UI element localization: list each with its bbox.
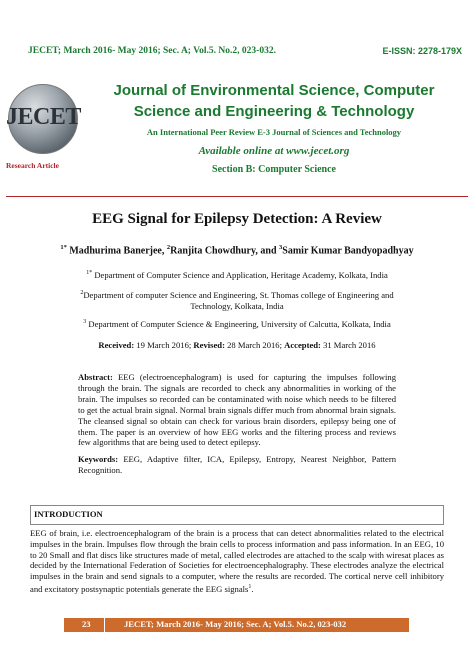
footer-bar: [64, 618, 409, 632]
affiliation-1: [60, 268, 414, 281]
affiliation-3: [60, 317, 414, 330]
author-list: [20, 244, 454, 256]
revised-date: 28 March 2016;: [227, 340, 282, 350]
author-sup: 3: [279, 244, 283, 251]
abstract-section: [78, 372, 396, 476]
affiliation-sup: 3: [83, 319, 87, 325]
received-date: 19 March 2016;: [136, 340, 192, 350]
header-citation: JECET; March 2016- May 2016; Sec. A; Vol.5. No.2, 023-032.: [28, 46, 276, 56]
received-label: Received:: [98, 340, 135, 350]
journal-logo: [6, 82, 80, 182]
journal-title: Journal of Environmental Science, Computer Science and Engineering & Technology: [113, 82, 435, 120]
submission-dates: [20, 340, 454, 350]
abstract-paragraph: [78, 372, 396, 448]
available-prefix: Available online at: [198, 145, 287, 157]
keywords-label: Keywords:: [78, 454, 119, 465]
affiliation-sup: 1*: [86, 270, 93, 276]
page-number: 23: [82, 619, 91, 629]
header-bar: [0, 44, 474, 62]
paper-title: EEG Signal for Epilepsy Detection: A Review: [92, 211, 382, 227]
header-issn: E-ISSN: 2278-179X: [382, 46, 462, 56]
accepted-label: Accepted:: [284, 340, 321, 350]
affiliation-2: [60, 288, 414, 312]
abstract-text: EEG (electroencephalogram) is used for capturing the impulses following through the brain. The signals are recorded to check any abnormalities in working of the brain. The impulses so recorded can be contaminated with noise which needs to be filtered to get the actual brain signal. Normal brain signals differ much from abnormal brain signals. The cleansed signal so obtain can check for various brain disorders, epilepsy being one of them. The paper is an overview of how EEG works and the filtering process and reviews few algorithms that are being used to detect epilepsy.: [78, 372, 396, 448]
footer-citation: JECET; March 2016- May 2016; Sec. A; Vol.5. No.2, 023-032: [124, 619, 347, 629]
introduction-body: [30, 528, 444, 595]
journal-subtitle: An International Peer Review E-3 Journal of Sciences and Technology: [146, 127, 402, 137]
header-divider: [6, 196, 468, 197]
introduction-heading-box: [30, 505, 444, 525]
affiliation-text: Department of Computer Science and Application, Heritage Academy, Kolkata, India: [94, 269, 388, 280]
introduction-end: .: [251, 583, 254, 594]
author-sup: 2: [166, 244, 171, 251]
availability-line: [84, 145, 464, 157]
article-type-label: Research Article: [6, 161, 59, 170]
author-name: Madhurima Banerjee,: [69, 245, 165, 257]
logo-word: JECET: [6, 104, 81, 130]
revised-label: Revised:: [193, 340, 225, 350]
introduction-heading: INTRODUCTION: [34, 509, 103, 519]
introduction-text: EEG of brain, i.e. electroencephalogram of the brain is a process that can detect abnormalities related to the electrical impulses in the brain. Impulses flow through the brain cells to process information and pass information. In an EEG, 10 to 20 Small and flat discs like structures made of metal, called electrodes are attached to the scalp with wiresat places as decided by the International Federation of Societies for electroencephalography. These electrodes analyze the electrical impulses in the brain and send signals to a computer, where the results are recorded. The cortical nerve cell inhibitory and excitatory postsynaptic potentials generate the EEG signals: [30, 528, 444, 594]
journal-url-link[interactable]: www.jecet.org: [286, 145, 350, 157]
keywords-text: EEG, Adaptive filter, ICA, Epilepsy, Entropy, Nearest Neighbor, Pattern Recognition.: [78, 454, 396, 476]
abstract-label: Abstract:: [78, 372, 113, 382]
affiliation-sup: 2: [80, 290, 84, 296]
accepted-date: 31 March 2016: [323, 340, 376, 350]
affiliation-text: Department of Computer Science & Engineering, University of Calcutta, Kolkata, India: [88, 318, 391, 329]
footer-separator: [104, 618, 105, 632]
author-sup: 1*: [60, 244, 67, 251]
section-label: Section B: Computer Science: [212, 164, 336, 175]
reference-marker[interactable]: 1: [248, 583, 252, 590]
author-name: Samir Kumar Bandyopadhyay: [282, 245, 414, 257]
affiliation-text: Department of computer Science and Engineering, St. Thomas college of Engineering and Technology, Kolkata, India: [83, 289, 394, 311]
author-name: Ranjita Chowdhury, and: [170, 245, 277, 257]
keywords-paragraph: [78, 454, 396, 476]
